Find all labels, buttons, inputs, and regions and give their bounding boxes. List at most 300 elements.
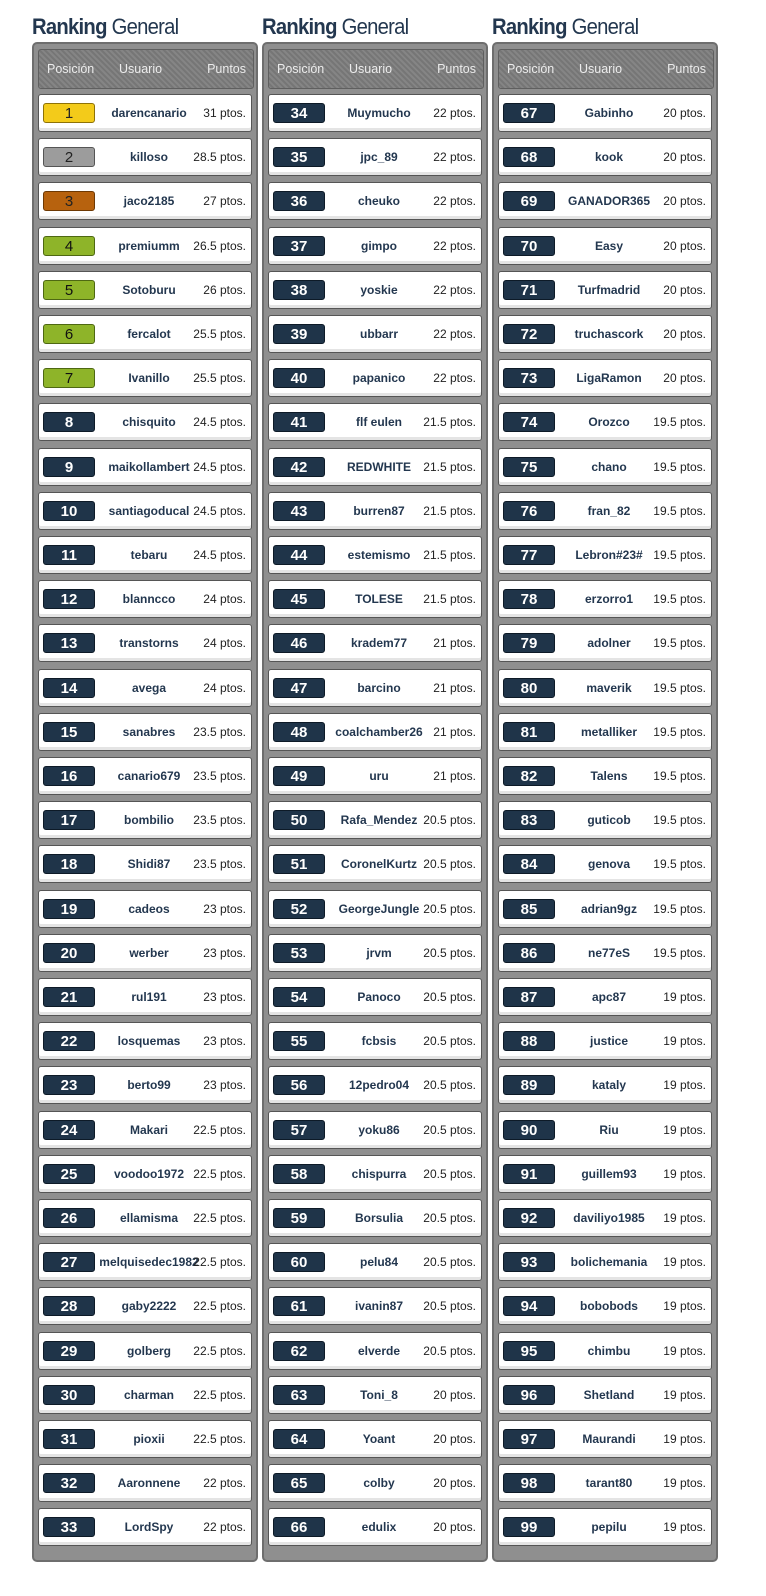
ranking-row [38,757,252,795]
position-badge: 10 [43,501,95,521]
points-value: 20 ptos. [663,282,706,297]
points-value: 19 ptos. [663,1387,706,1402]
points-value: 20.5 ptos. [423,1299,476,1314]
ranking-row [38,1376,252,1414]
username-link[interactable]: justice [589,1034,628,1049]
position-badge: 22 [43,1031,95,1051]
username-link[interactable]: tarant80 [585,1476,633,1491]
position-badge: 1 [43,103,95,123]
username-link[interactable]: bobobods [580,1299,638,1314]
position-badge: 45 [273,589,325,609]
points-value: 20 ptos. [433,1476,476,1491]
username-link[interactable]: pelu84 [359,1255,398,1270]
ranking-row [38,978,252,1016]
position-badge: 42 [273,457,325,477]
username-link[interactable]: Toni_8 [360,1387,398,1402]
username-link[interactable]: adrian9gz [580,901,637,916]
username-link[interactable]: bolichemania [570,1255,648,1270]
ranking-row [498,757,712,795]
username-link[interactable]: canario679 [117,769,181,783]
position-badge: 87 [503,987,555,1007]
position-badge: 76 [503,501,555,521]
points-value: 20.5 ptos. [423,1078,476,1093]
position-badge: 71 [503,280,555,300]
ranking-row [498,1420,712,1458]
points-value: 21.5 ptos. [423,503,476,518]
points-value: 20 ptos. [663,194,706,209]
points-value: 19 ptos. [663,1211,706,1225]
points-value: 22.5 ptos. [193,1432,246,1446]
position-badge: 59 [273,1208,325,1228]
position-badge: 55 [273,1031,325,1051]
ranking-row [38,1420,252,1458]
ranking-table [32,42,258,1562]
ranking-row [498,536,712,574]
points-value: 20.5 ptos. [423,901,476,916]
position-badge: 72 [503,324,555,344]
ranking-row [38,801,252,839]
position-badge: 81 [503,722,555,742]
username-link[interactable]: Makari [129,1122,169,1137]
points-value: 25.5 ptos. [193,327,246,341]
points-value: 22.5 ptos. [193,1122,246,1137]
username-link[interactable]: jpc_89 [360,150,398,165]
username-link[interactable]: coalchamber26 [335,724,423,739]
ranking-row [38,580,252,618]
username-link[interactable]: flf eulen [355,415,402,430]
position-badge: 41 [273,412,325,432]
points-value: 22 ptos. [203,1520,246,1535]
username-link[interactable]: fran_82 [587,503,631,518]
ranking-row [498,1199,712,1237]
username-link[interactable]: jrvm [366,945,392,960]
points-value: 21 ptos. [433,724,476,739]
ranking-row [268,1464,482,1502]
points-value: 31 ptos. [203,106,246,120]
ranking-row [268,713,482,751]
position-badge: 34 [273,103,325,123]
points-value: 19.5 ptos. [653,503,706,518]
title-rest: General [111,14,179,39]
points-value: 24 ptos. [203,636,246,651]
position-badge: 89 [503,1075,555,1095]
position-badge: 57 [273,1120,325,1140]
username-link[interactable]: darencanario [111,106,187,120]
ranking-row [38,315,252,353]
ranking-row [268,1066,482,1104]
points-value: 21.5 ptos. [423,459,476,474]
position-badge: 61 [273,1296,325,1316]
position-badge: 18 [43,854,95,874]
title-rest: General [571,14,639,39]
ranking-row [498,580,712,618]
ranking-row [498,890,712,928]
points-value: 20 ptos. [663,371,706,386]
title-bold: Ranking [32,14,107,39]
username-link[interactable]: voodoo1972 [113,1166,185,1181]
position-badge: 56 [273,1075,325,1095]
position-badge: 38 [273,280,325,300]
username-link[interactable]: Rafa_Mendez [340,813,418,828]
ranking-row [38,1508,252,1546]
username-link[interactable]: apc87 [591,990,627,1004]
username-link[interactable]: blanncco [122,592,176,607]
position-badge: 31 [43,1429,95,1449]
ranking-row [498,1111,712,1149]
panel-title [262,12,470,42]
points-value: 20 ptos. [663,106,706,120]
username-link[interactable]: papanico [352,371,406,386]
ranking-panel-1 [32,12,258,1537]
username-link[interactable]: ne77eS [587,945,631,960]
ranking-row [498,94,712,132]
username-link[interactable]: cadeos [128,901,170,916]
points-value: 21.5 ptos. [423,415,476,430]
position-badge: 19 [43,899,95,919]
points-value: 19 ptos. [663,1432,706,1446]
points-value: 19.5 ptos. [653,857,706,872]
ranking-row [38,1111,252,1149]
position-badge: 3 [43,191,95,211]
username-link[interactable]: LordSpy [124,1520,174,1535]
username-link[interactable]: werber [129,945,169,960]
username-link[interactable]: ellamisma [119,1211,179,1225]
username-link[interactable]: chispurra [351,1166,407,1181]
ranking-row [38,536,252,574]
username-link[interactable]: 12pedro04 [348,1078,410,1093]
username-link[interactable]: chisquito [122,415,176,430]
username-link[interactable]: melquisedec1982 [99,1255,199,1270]
points-value: 22.5 ptos. [193,1343,246,1358]
username-link[interactable]: charman [123,1387,175,1402]
points-value: 21 ptos. [433,636,476,651]
username-link[interactable]: cheuko [357,194,400,209]
username-link[interactable]: Lebron#23# [575,548,643,562]
ranking-row [268,1376,482,1414]
username-link[interactable]: guticob [587,813,631,828]
position-badge: 73 [503,368,555,388]
username-link[interactable]: Maurandi [582,1432,636,1446]
username-link[interactable]: gimpo [361,238,397,253]
username-link[interactable]: TOLESE [355,592,403,607]
username-link[interactable]: LigaRamon [576,371,642,386]
points-value: 20.5 ptos. [423,945,476,960]
username-link[interactable]: jaco2185 [123,194,175,209]
position-badge: 63 [273,1385,325,1405]
header-user: Usuario [579,62,623,76]
position-badge: 78 [503,589,555,609]
ranking-row [498,138,712,176]
points-value: 20.5 ptos. [423,1343,476,1358]
position-badge: 6 [43,324,95,344]
position-badge: 68 [503,147,555,167]
username-link[interactable]: erzorro1 [584,592,634,607]
position-badge: 35 [273,147,325,167]
points-value: 23.5 ptos. [193,857,246,872]
points-value: 19 ptos. [663,1520,706,1535]
points-value: 20 ptos. [433,1387,476,1402]
username-link[interactable]: Talens [590,769,628,783]
points-value: 19.5 ptos. [653,680,706,695]
username-link[interactable]: kook [594,150,623,165]
username-link[interactable]: metalliker [580,724,638,739]
username-link[interactable]: yoku86 [358,1122,400,1137]
ranking-row [498,403,712,441]
username-link[interactable]: ivanin87 [354,1299,404,1314]
position-badge: 8 [43,412,95,432]
username-link[interactable]: guillem93 [581,1166,637,1181]
position-badge: 36 [273,191,325,211]
position-badge: 51 [273,854,325,874]
position-badge: 80 [503,678,555,698]
points-value: 19.5 ptos. [653,636,706,651]
ranking-row [268,359,482,397]
username-link[interactable]: Aaronnene [117,1476,181,1491]
username-link[interactable]: maverik [586,680,632,695]
username-link[interactable]: CoronelKurtz [341,857,417,872]
position-badge: 29 [43,1341,95,1361]
username-link[interactable]: bombilio [124,813,174,828]
position-badge: 67 [503,103,555,123]
username-link[interactable]: Yoant [362,1432,396,1446]
points-value: 27 ptos. [203,194,246,209]
ranking-row [268,492,482,530]
position-badge: 75 [503,457,555,477]
username-link[interactable]: Shidi87 [127,857,171,872]
ranking-row [38,492,252,530]
ranking-row [38,624,252,662]
username-link[interactable]: Gabinho [584,106,634,120]
points-value: 23 ptos. [203,901,246,916]
ranking-row [268,580,482,618]
ranking-row [498,845,712,883]
points-value: 24.5 ptos. [193,503,246,518]
username-link[interactable]: pioxii [133,1432,165,1446]
ranking-row [268,1508,482,1546]
username-link[interactable]: estemismo [347,548,411,562]
username-link[interactable]: Panoco [357,990,401,1004]
ranking-row [498,669,712,707]
ranking-row [498,1508,712,1546]
position-badge: 46 [273,633,325,653]
position-badge: 21 [43,987,95,1007]
points-value: 19.5 ptos. [653,769,706,783]
username-link[interactable]: Easy [594,238,624,253]
position-badge: 4 [43,236,95,256]
header-user: Usuario [119,62,163,76]
points-value: 23.5 ptos. [193,769,246,783]
points-value: 24.5 ptos. [193,415,246,430]
username-link[interactable]: truchascork [574,327,644,341]
ranking-row [268,624,482,662]
ranking-row [38,94,252,132]
header-position: Posición [277,62,325,76]
username-link[interactable]: avega [131,680,167,695]
points-value: 19 ptos. [663,1034,706,1049]
ranking-row [268,182,482,220]
username-link[interactable]: GeorgeJungle [338,901,420,916]
username-link[interactable]: chimbu [587,1343,631,1358]
points-value: 22.5 ptos. [193,1387,246,1402]
points-value: 22 ptos. [433,194,476,209]
ranking-row [38,227,252,265]
username-link[interactable]: transtorns [119,636,179,651]
points-value: 20.5 ptos. [423,857,476,872]
username-link[interactable]: ubbarr [359,327,398,341]
title-bold: Ranking [262,14,337,39]
position-badge: 47 [273,678,325,698]
table-header [38,49,254,89]
position-badge: 69 [503,191,555,211]
username-link[interactable]: Turfmadrid [577,282,641,297]
points-value: 19 ptos. [663,1078,706,1093]
username-link[interactable]: uru [369,769,389,783]
username-link[interactable]: killoso [129,150,168,165]
username-link[interactable]: chano [591,459,627,474]
username-link[interactable]: REDWHITE [347,459,411,474]
username-link[interactable]: kradem77 [350,636,408,651]
username-link[interactable]: maikollambert [108,459,190,474]
ranking-row [38,1243,252,1281]
points-value: 20.5 ptos. [423,1211,476,1225]
position-badge: 15 [43,722,95,742]
username-link[interactable]: santiagoducal [108,503,190,518]
ranking-row [38,359,252,397]
points-value: 20.5 ptos. [423,1255,476,1270]
points-value: 23 ptos. [203,1034,246,1049]
points-value: 19 ptos. [663,990,706,1004]
points-value: 22 ptos. [433,106,476,120]
points-value: 19 ptos. [663,1343,706,1358]
ranking-row [498,1155,712,1193]
ranking-row [498,1022,712,1060]
points-value: 19.5 ptos. [653,724,706,739]
ranking-row [38,934,252,972]
ranking-row [498,1243,712,1281]
points-value: 28.5 ptos. [193,150,246,165]
position-badge: 32 [43,1473,95,1493]
username-link[interactable]: barcino [357,680,401,695]
ranking-row [38,403,252,441]
username-link[interactable]: Sotoburu [122,282,176,297]
ranking-row [268,1243,482,1281]
ranking-row [268,1332,482,1370]
ranking-row [268,448,482,486]
username-link[interactable]: burren87 [353,503,405,518]
username-link[interactable]: premiumm [118,238,180,253]
username-link[interactable]: Orozco [588,415,630,430]
ranking-row [268,271,482,309]
ranking-panel-3 [492,12,718,1537]
ranking-row [268,1111,482,1149]
position-badge: 95 [503,1341,555,1361]
position-badge: 84 [503,854,555,874]
ranking-row [498,624,712,662]
position-badge: 74 [503,412,555,432]
username-link[interactable]: fercalot [127,327,171,341]
username-link[interactable]: GANADOR365 [567,194,651,209]
points-value: 20.5 ptos. [423,1166,476,1181]
username-link[interactable]: tebaru [130,548,168,562]
username-link[interactable]: gaby2222 [121,1299,177,1314]
position-badge: 16 [43,766,95,786]
points-value: 19 ptos. [663,1476,706,1491]
username-link[interactable]: colby [363,1476,395,1491]
username-link[interactable]: yoskie [360,282,398,297]
username-link[interactable]: golberg [127,1343,171,1358]
username-link[interactable]: Ivanillo [128,371,170,386]
position-badge: 28 [43,1296,95,1316]
points-value: 19.5 ptos. [653,901,706,916]
ranking-row [498,1376,712,1414]
ranking-row [38,448,252,486]
title-bold: Ranking [492,14,567,39]
username-link[interactable]: losquemas [117,1034,181,1049]
header-points: Puntos [207,62,246,76]
username-link[interactable]: Borsulia [354,1211,403,1225]
ranking-table [492,42,718,1562]
ranking-row [268,890,482,928]
ranking-row [498,713,712,751]
username-link[interactable]: adolner [587,636,631,651]
table-header [268,49,484,89]
position-badge: 85 [503,899,555,919]
points-value: 19 ptos. [663,1122,706,1137]
position-badge: 43 [273,501,325,521]
username-link[interactable]: fcbsis [361,1034,397,1049]
points-value: 21.5 ptos. [423,592,476,607]
position-badge: 64 [273,1429,325,1449]
position-badge: 82 [503,766,555,786]
username-link[interactable]: Riu [599,1122,619,1137]
table-header [498,49,714,89]
username-link[interactable]: pepilu [591,1520,627,1535]
position-badge: 91 [503,1164,555,1184]
ranking-row [268,1199,482,1237]
username-link[interactable]: genova [587,857,630,872]
header-points: Puntos [667,62,706,76]
position-badge: 99 [503,1517,555,1537]
username-link[interactable]: elverde [357,1343,401,1358]
position-badge: 53 [273,943,325,963]
header-points: Puntos [437,62,476,76]
ranking-row [268,536,482,574]
ranking-row [38,1464,252,1502]
position-badge: 37 [273,236,325,256]
points-value: 22.5 ptos. [193,1166,246,1181]
username-link[interactable]: sanabres [122,724,176,739]
position-badge: 66 [273,1517,325,1537]
ranking-row [268,934,482,972]
ranking-row [38,713,252,751]
username-link[interactable]: Shetland [583,1387,635,1402]
ranking-panel-2 [262,12,488,1537]
username-link[interactable]: rul191 [131,990,167,1004]
points-value: 19 ptos. [663,1299,706,1314]
username-link[interactable]: berto99 [127,1078,171,1093]
position-badge: 13 [43,633,95,653]
points-value: 24 ptos. [203,680,246,695]
username-link[interactable]: daviliyo1985 [573,1211,645,1225]
position-badge: 96 [503,1385,555,1405]
position-badge: 12 [43,589,95,609]
points-value: 23.5 ptos. [193,813,246,828]
username-link[interactable]: Muymucho [347,106,411,120]
position-badge: 70 [503,236,555,256]
title-rest: General [341,14,409,39]
username-link[interactable]: edulix [361,1520,397,1535]
username-link[interactable]: kataly [591,1078,627,1093]
